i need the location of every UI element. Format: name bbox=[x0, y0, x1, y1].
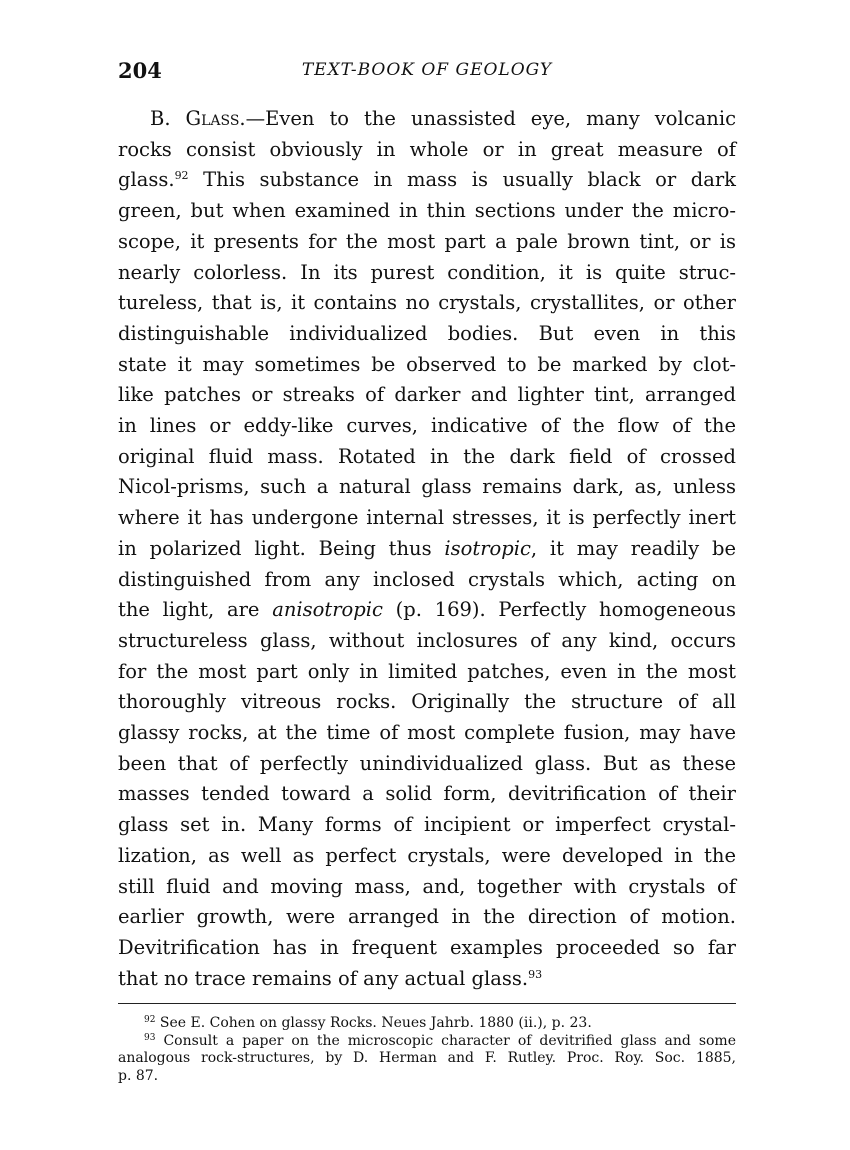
footnote-number: 92 bbox=[144, 1015, 156, 1025]
text-line: rocks consist obviously in whole or in great measure of bbox=[118, 137, 736, 161]
text-line: still fluid and moving mass, and, together with crystals of bbox=[118, 874, 736, 898]
text-line: been that of perfectly unindividualized glass. But as these bbox=[118, 751, 736, 775]
footnote-93-cont: p. 87. bbox=[118, 1067, 159, 1084]
text-line: green, but when examined in thin sections under the micro- bbox=[118, 199, 736, 223]
text-line: tureless, that is, it contains no crystals, crystallites, or other bbox=[118, 291, 736, 315]
text-line: Nicol-prisms, such a natural glass remains dark, as, unless bbox=[118, 475, 736, 499]
footnote-ref: 93 bbox=[528, 967, 543, 981]
text-line: Devitrification has in frequent examples proceeded so far bbox=[118, 935, 736, 959]
page-number: 204 bbox=[118, 58, 162, 83]
emphasis-isotropic: isotropic bbox=[444, 536, 531, 560]
text-line: glassy rocks, at the time of most complete fusion, may have bbox=[118, 721, 736, 745]
text-line: distinguishable individualized bodies. But even in this bbox=[118, 321, 736, 345]
text-line: the light, are anisotropic (p. 169). Perfectly homogeneous bbox=[118, 598, 736, 622]
text-line: masses tended toward a solid form, devitrification of their bbox=[118, 782, 736, 806]
footnote-text: Consult a paper on the microscopic character of devitrified glass and some bbox=[163, 1032, 736, 1049]
text-line: earlier growth, were arranged in the direction of motion. bbox=[118, 905, 736, 929]
text-line: structureless glass, without inclosures of any kind, occurs bbox=[118, 628, 736, 652]
footnote-text: See E. Cohen on glassy Rocks. Neues Jahrb. 1880 (ii.), p. 23. bbox=[159, 1015, 592, 1031]
text-line: scope, it presents for the most part a pale brown tint, or is bbox=[118, 229, 736, 253]
body-text bbox=[118, 104, 736, 994]
emphasis-anisotropic: anisotropic bbox=[272, 598, 383, 622]
running-head: TEXT-BOOK OF GEOLOGY bbox=[301, 60, 553, 80]
section-label: B. bbox=[150, 107, 171, 130]
text-line: thoroughly vitreous rocks. Originally the structure of all bbox=[118, 690, 736, 714]
text-line: that no trace remains of any actual glass.$^{93}$ bbox=[118, 966, 543, 990]
text-line: like patches or streaks of darker and lighter tint, arranged bbox=[118, 383, 736, 407]
text-line: lization, as well as perfect crystals, were developed in the bbox=[118, 843, 736, 867]
text-line: for the most part only in limited patches, even in the most bbox=[118, 659, 736, 683]
footnote-92 bbox=[118, 1015, 736, 1033]
footnote-divider bbox=[118, 1003, 736, 1004]
text-line: glass set in. Many forms of incipient or imperfect crystal- bbox=[118, 813, 736, 837]
text-line: nearly colorless. In its purest condition, it is quite struc- bbox=[118, 260, 736, 284]
footnote-ref: 92 bbox=[174, 169, 189, 183]
footnotes bbox=[118, 1015, 736, 1085]
text-line: in polarized light. Being thus isotropic, it may readily be bbox=[118, 536, 736, 560]
text-line: distinguished from any inclosed crystals which, acting on bbox=[118, 567, 736, 591]
text-line: state it may sometimes be observed to be marked by clot- bbox=[118, 352, 736, 376]
text-line: glass.$^{92}$ This substance in mass is usually black or dark bbox=[118, 168, 736, 192]
page-header bbox=[118, 58, 736, 88]
text-line: where it has undergone internal stresses, it is perfectly inert bbox=[118, 506, 736, 530]
section-heading: Glass. bbox=[185, 107, 246, 130]
text-line: in lines or eddy-like curves, indicative of the flow of the bbox=[118, 414, 736, 438]
text-line: original fluid mass. Rotated in the dark field of crossed bbox=[118, 444, 736, 468]
footnote-93 bbox=[118, 1033, 736, 1051]
footnote-number: 93 bbox=[144, 1032, 156, 1043]
text-line: B. Glass.—Even to the unassisted eye, many volcanic bbox=[150, 107, 736, 130]
footnote-93-cont: analogous rock-structures, by D. Herman and F. Rutley. Proc. Roy. Soc. 1885, bbox=[118, 1050, 736, 1066]
